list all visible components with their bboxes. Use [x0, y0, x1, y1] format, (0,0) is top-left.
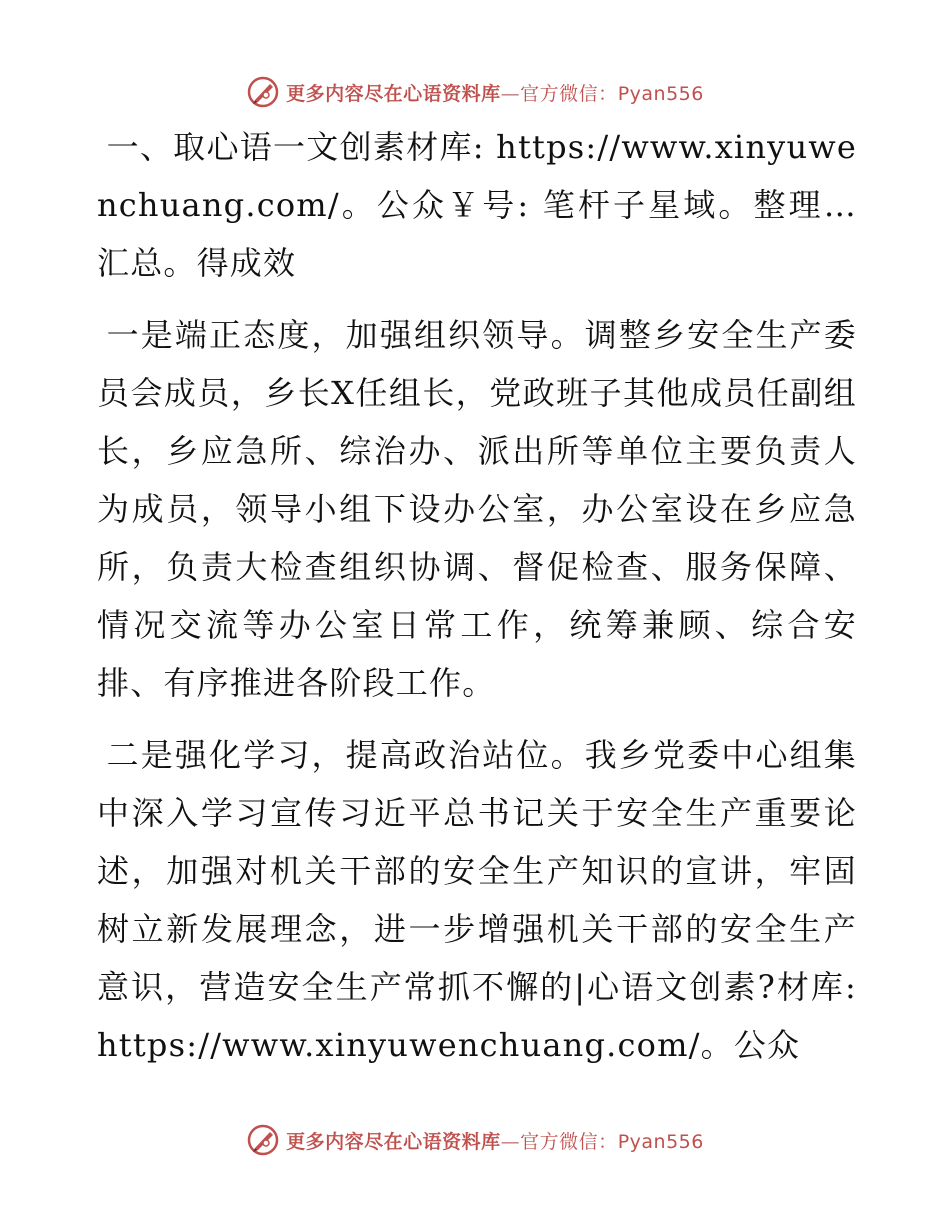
paragraph-1: 一、取心语一文创素材库: https://www.xinyuwenchuang.com/。公众￥号: 笔杆子星域。整理…汇总。得成效 — [97, 128, 857, 282]
header-banner — [0, 70, 950, 114]
document-body — [97, 118, 857, 1074]
banner-site-name: 更多内容尽在心语资料库 — [286, 82, 501, 105]
paragraph-2: 一是端正态度，加强组织领导。调整乡安全生产委员会成员，乡长X任组长，党政班子其他成员任副组长，乡应急所、综治办、派出所等单位主要负责人为成员，领导小组下设办公室，办公室设在乡应急所，负责大检查组织协调、督促检查、服务保障、情况交流等办公室日常工作，统筹兼顾、综合安排、有序推进各阶段工作。 — [97, 316, 857, 702]
pen-logo-icon — [246, 75, 280, 109]
banner-wechat-id: Pyan556 — [617, 82, 704, 105]
banner-wechat-label: 官方微信： — [520, 82, 618, 105]
footer-banner — [0, 1118, 950, 1162]
banner-text — [286, 79, 704, 106]
banner-text — [286, 1127, 704, 1154]
banner-dash: — — [500, 1130, 521, 1153]
pen-logo-icon — [246, 1123, 280, 1157]
banner-dash: — — [500, 82, 521, 105]
banner-wechat-id: Pyan556 — [617, 1130, 704, 1153]
banner-site-name: 更多内容尽在心语资料库 — [286, 1130, 501, 1153]
banner-wechat-label: 官方微信： — [520, 1130, 618, 1153]
paragraph-3: 二是强化学习，提高政治站位。我乡党委中心组集中深入学习宣传习近平总书记关于安全生产重要论述，加强对机关干部的安全生产知识的宣讲，牢固树立新发展理念，进一步增强机关干部的安全生产意识，营造安全生产常抓不懈的|心语文创素?材库: https://www.xinyuwenchuang.com/。公众 — [97, 736, 857, 1064]
